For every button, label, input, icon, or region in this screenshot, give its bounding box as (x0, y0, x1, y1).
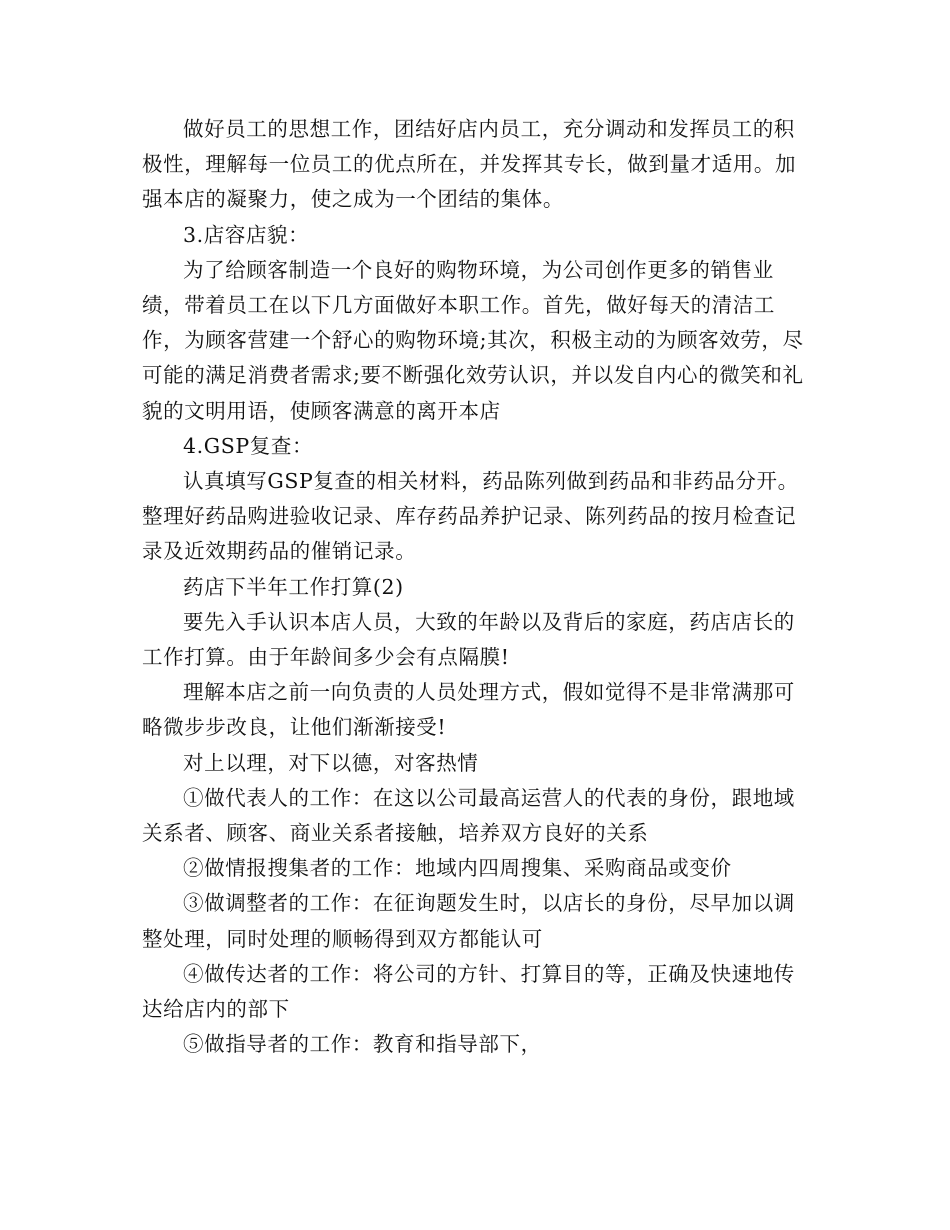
paragraph-principle: 对上以理，对下以德，对客热情 (183, 750, 479, 775)
list-item-information: ②做情报搜集者的工作：地域内四周搜集、采购商品或变价 (183, 856, 732, 881)
heading-store-appearance: 3.店容店貌： (183, 222, 310, 247)
paragraph-staff-work: 做好员工的思想工作，团结好店内员工，充分调动和发挥员工的积极性，理解每一位员工的优点所在，并发挥其专长，做到量才适用。加强本店的凝聚力，使之成为一个团结的集体。 (142, 117, 797, 212)
list-item-communicator: ④做传达者的工作：将公司的方针、打算目的等，正确及快速地传达给店内的部下 (142, 961, 795, 1022)
list-item-instructor: ⑤做指导者的工作：教育和指导部下， (183, 1032, 542, 1057)
heading-gsp-review: 4.GSP复查： (183, 433, 314, 458)
list-item-representative: ①做代表人的工作：在这以公司最高运营人的代表的身份，跟地域关系者、顾客、商业关系者接触，培养双方良好的关系 (142, 785, 795, 846)
document-body (142, 112, 812, 1062)
heading-plan-2: 药店下半年工作打算(2) (183, 574, 404, 599)
paragraph-improve-methods: 理解本店之前一向负责的人员处理方式，假如觉得不是非常满那可略微步步改良，让他们渐渐接受! (142, 680, 795, 740)
list-item-coordinator: ③做调整者的工作：在征询题发生时，以店长的身份，尽早加以调整处理，同时处理的顺畅得到双方都能认可 (142, 891, 795, 951)
paragraph-store-appearance: 为了给顾客制造一个良好的购物环境，为公司创作更多的销售业绩，带着员工在以下几方面做好本职工作。首先，做好每天的清洁工作，为顾客营建一个舒心的购物环境;其次，积极主动的为顾客效劳，尽可能的满足消费者需求;要不断强化效劳认识，并以发自内心的微笑和礼貌的文明用语，使顾客满意的离开本店 (142, 257, 804, 423)
paragraph-know-staff: 要先入手认识本店人员，大致的年龄以及背后的家庭，药店店长的工作打算。由于年龄间多少会有点隔膜! (142, 609, 795, 670)
paragraph-gsp-review: 认真填写GSP复查的相关材料，药品陈列做到药品和非药品分开。整理好药品购进验收记录、库存药品养护记录、陈列药品的按月检查记录及近效期药品的催销记录。 (142, 469, 799, 564)
